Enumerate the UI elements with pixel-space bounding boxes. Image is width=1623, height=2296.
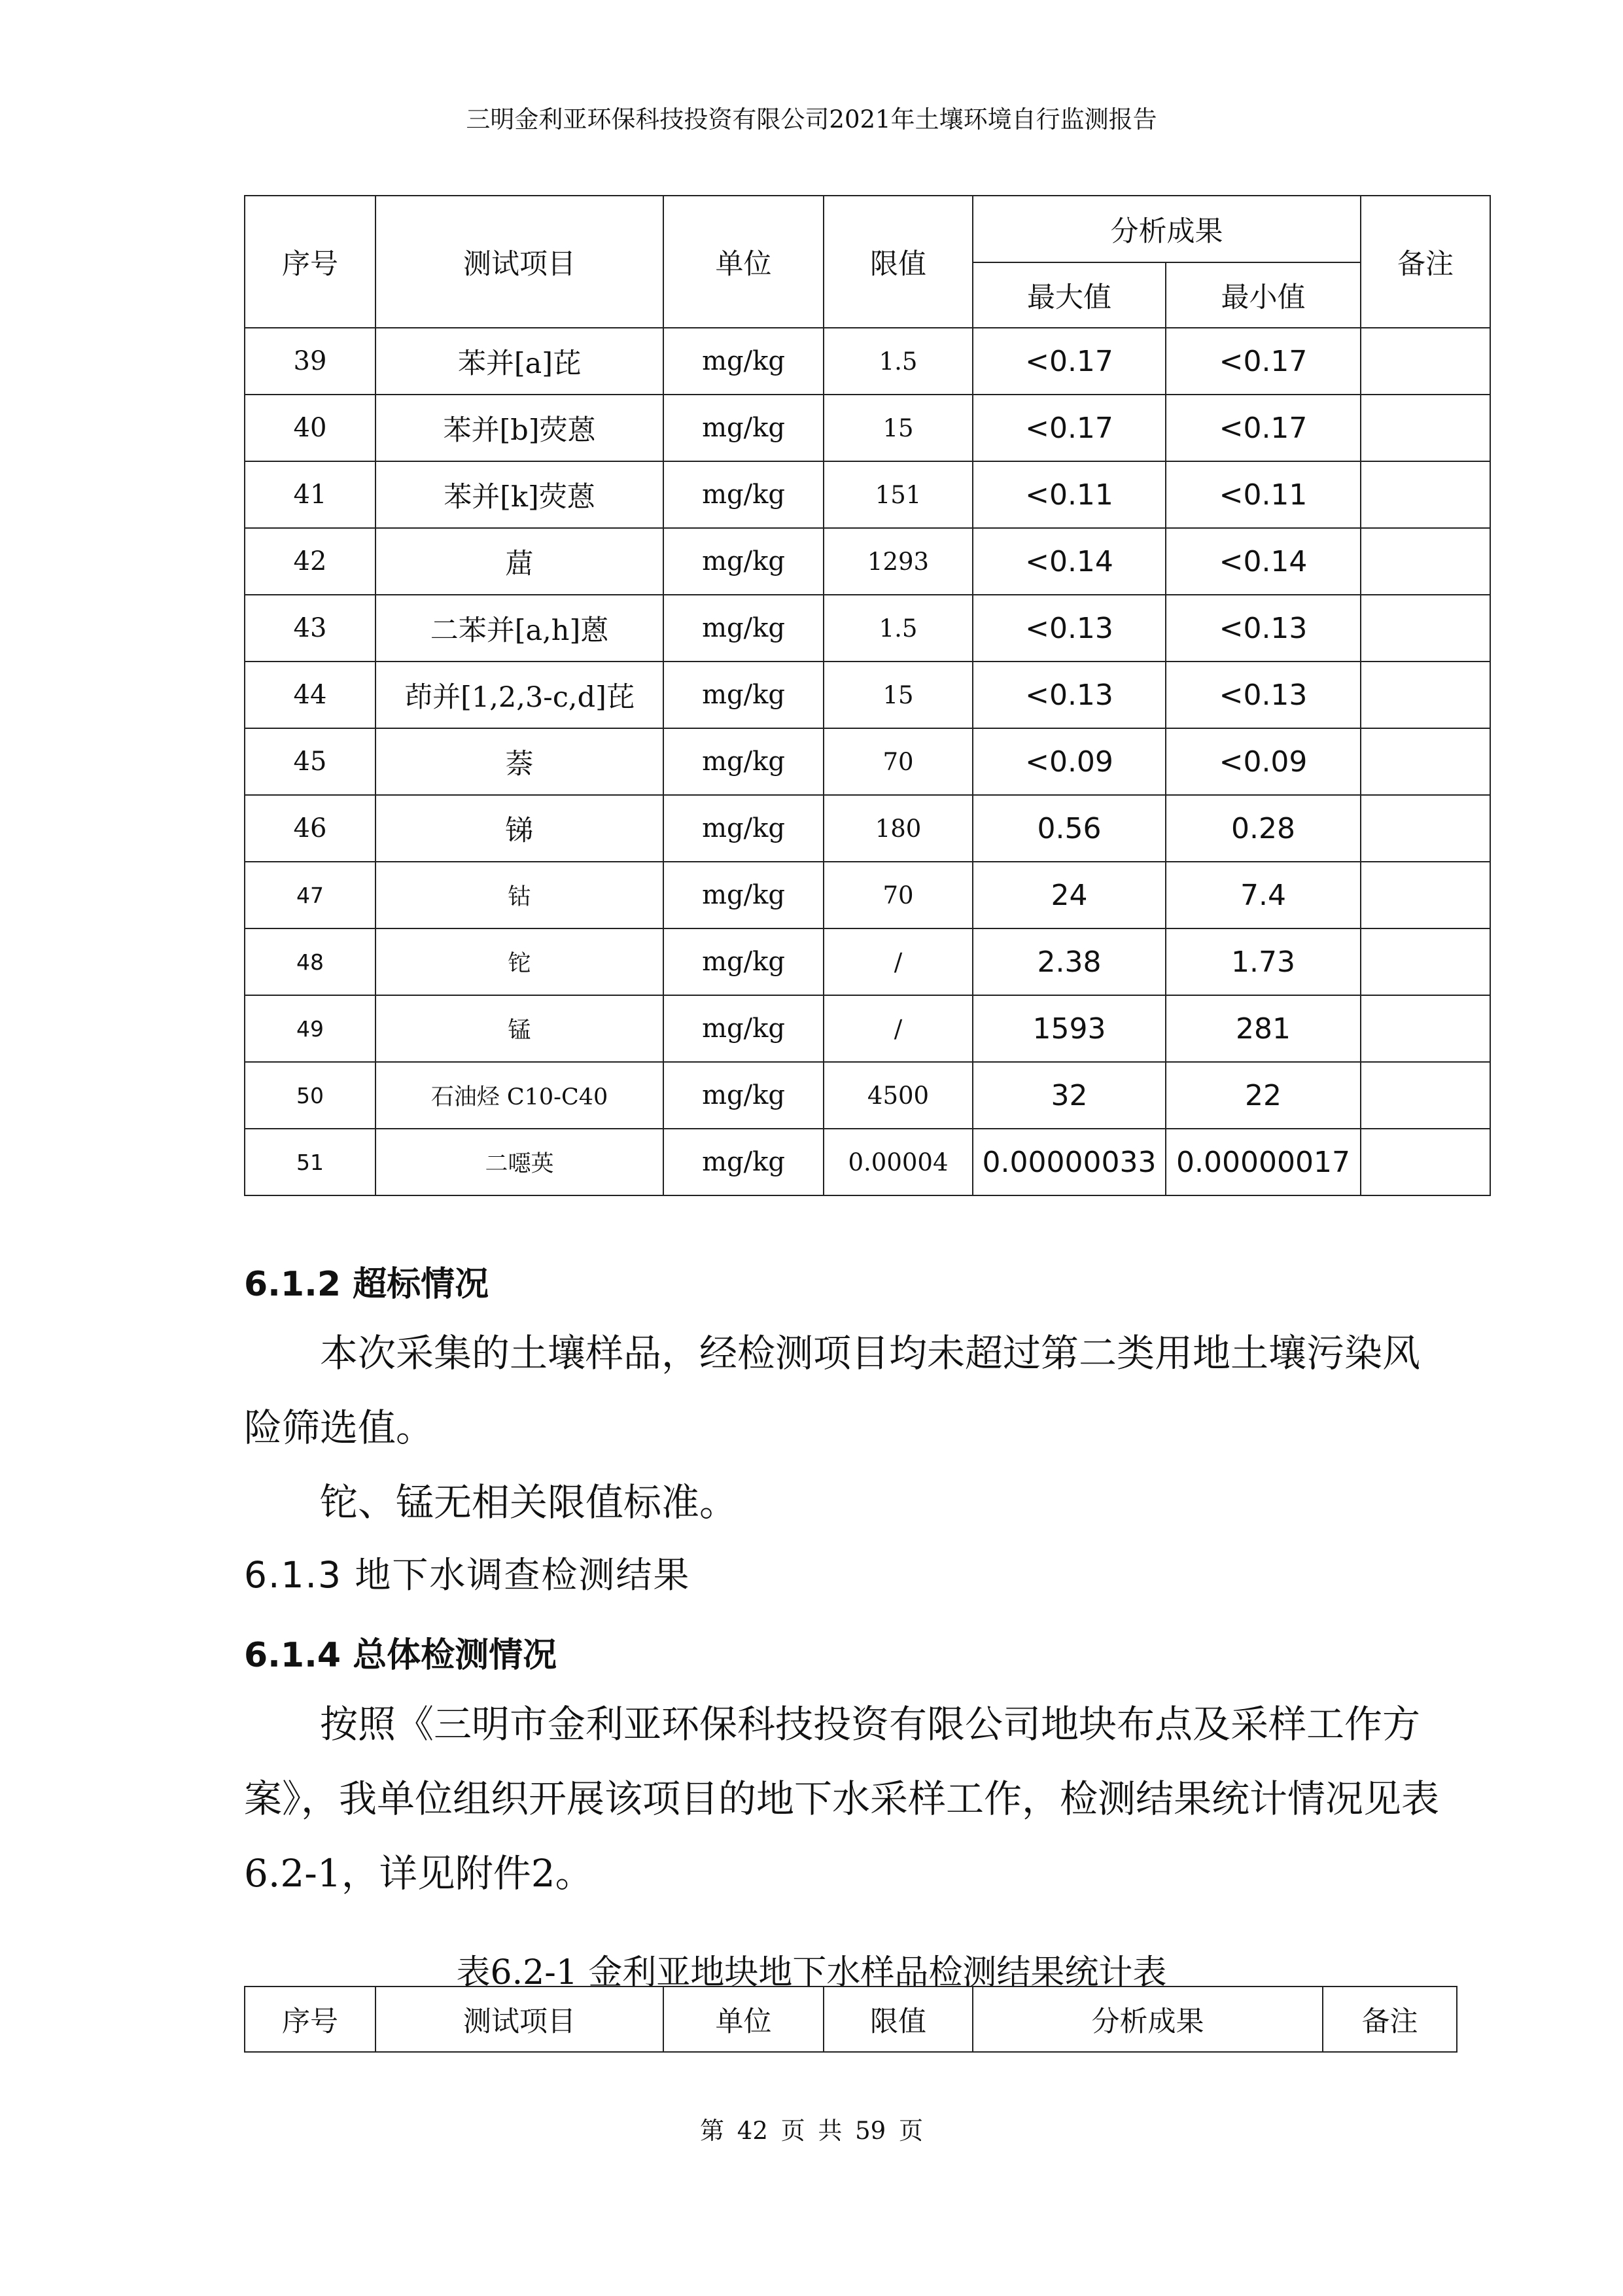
paragraph-no-limit: 铊、锰无相关限值标准。 <box>320 1480 738 1525</box>
cell-seq: 40 <box>245 395 375 461</box>
table-row <box>245 795 1490 862</box>
cell-max: 2.38 <box>973 928 1166 995</box>
cell-limit: 15 <box>824 395 973 461</box>
cell-max: <0.17 <box>973 328 1166 395</box>
cell-seq: 42 <box>245 528 375 595</box>
cell-seq: 49 <box>245 995 375 1062</box>
cell-unit: mg/kg <box>663 1062 824 1129</box>
cell-item: 苯并[b]荧蒽 <box>375 395 663 461</box>
t2-header-unit: 单位 <box>663 1987 824 2052</box>
cell-item: 二噁英 <box>375 1129 663 1195</box>
cell-min: <0.13 <box>1166 662 1361 728</box>
cell-limit: 70 <box>824 862 973 928</box>
cell-min: <0.14 <box>1166 528 1361 595</box>
cell-unit: mg/kg <box>663 662 824 728</box>
cell-limit: 1.5 <box>824 595 973 662</box>
t2-header-note: 备注 <box>1323 1987 1457 2052</box>
cell-limit: / <box>824 995 973 1062</box>
cell-unit: mg/kg <box>663 395 824 461</box>
cell-limit: 4500 <box>824 1062 973 1129</box>
cell-limit: 0.00004 <box>824 1129 973 1195</box>
cell-max: 32 <box>973 1062 1166 1129</box>
cell-max: 0.56 <box>973 795 1166 862</box>
cell-max: <0.14 <box>973 528 1166 595</box>
cell-max: <0.09 <box>973 728 1166 795</box>
cell-unit: mg/kg <box>663 995 824 1062</box>
table-row <box>245 461 1490 528</box>
cell-max: 24 <box>973 862 1166 928</box>
cell-item: 铊 <box>375 928 663 995</box>
cell-limit: 151 <box>824 461 973 528</box>
cell-unit: mg/kg <box>663 595 824 662</box>
t2-header-limit: 限值 <box>824 1987 973 2052</box>
cell-min: 0.28 <box>1166 795 1361 862</box>
cell-item: 苯并[k]荧蒽 <box>375 461 663 528</box>
cell-item: 石油烃 C10-C40 <box>375 1062 663 1129</box>
cell-seq: 50 <box>245 1062 375 1129</box>
cell-note <box>1361 728 1490 795</box>
section-heading-6-1-2: 6.1.2 超标情况 <box>244 1265 489 1304</box>
cell-seq: 51 <box>245 1129 375 1195</box>
t2-header-item: 测试项目 <box>375 1987 663 2052</box>
paragraph-overall: 按照《三明市金利亚环保科技投资有限公司地块布点及采样工作方案》，我单位组织开展该项目的地下水采样工作，检测结果统计情况见表6.2-1，详见附件2。 <box>244 1702 1440 1896</box>
cell-seq: 48 <box>245 928 375 995</box>
cell-limit: 15 <box>824 662 973 728</box>
cell-max: 1593 <box>973 995 1166 1062</box>
cell-limit: 1.5 <box>824 328 973 395</box>
cell-note <box>1361 595 1490 662</box>
cell-note <box>1361 795 1490 862</box>
cell-note <box>1361 928 1490 995</box>
table-row <box>245 928 1490 995</box>
cell-unit: mg/kg <box>663 328 824 395</box>
cell-unit: mg/kg <box>663 728 824 795</box>
cell-seq: 47 <box>245 862 375 928</box>
cell-max: <0.13 <box>973 662 1166 728</box>
table-row <box>245 595 1490 662</box>
cell-item: 锰 <box>375 995 663 1062</box>
cell-unit: mg/kg <box>663 1129 824 1195</box>
cell-unit: mg/kg <box>663 928 824 995</box>
cell-note <box>1361 662 1490 728</box>
cell-item: 䓛 <box>375 528 663 595</box>
cell-item: 钴 <box>375 862 663 928</box>
cell-min: 0.00000017 <box>1166 1129 1361 1195</box>
cell-item: 锑 <box>375 795 663 862</box>
cell-item: 苯并[a]芘 <box>375 328 663 395</box>
header-unit: 单位 <box>663 196 824 328</box>
page-header: 三明金利亚环保科技投资有限公司2021年土壤环境自行监测报告 <box>466 105 1157 133</box>
groundwater-results-table <box>244 1986 1457 2053</box>
cell-min: 281 <box>1166 995 1361 1062</box>
page-footer: 第 42 页 共 59 页 <box>700 2117 923 2145</box>
header-note: 备注 <box>1361 196 1490 328</box>
cell-seq: 41 <box>245 461 375 528</box>
cell-limit: 180 <box>824 795 973 862</box>
cell-limit: 1293 <box>824 528 973 595</box>
header-seq: 序号 <box>245 196 375 328</box>
cell-unit: mg/kg <box>663 528 824 595</box>
header-result-group: 分析成果 <box>973 196 1361 262</box>
header-max: 最大值 <box>973 262 1166 328</box>
cell-note <box>1361 461 1490 528</box>
header-item: 测试项目 <box>375 196 663 328</box>
t2-header-seq: 序号 <box>245 1987 375 2052</box>
cell-seq: 44 <box>245 662 375 728</box>
cell-min: 1.73 <box>1166 928 1361 995</box>
cell-min: 7.4 <box>1166 862 1361 928</box>
cell-item: 茚并[1,2,3-c,d]芘 <box>375 662 663 728</box>
cell-seq: 45 <box>245 728 375 795</box>
cell-max: <0.11 <box>973 461 1166 528</box>
header-limit: 限值 <box>824 196 973 328</box>
cell-min: <0.11 <box>1166 461 1361 528</box>
cell-unit: mg/kg <box>663 795 824 862</box>
cell-note <box>1361 528 1490 595</box>
cell-limit: / <box>824 928 973 995</box>
cell-seq: 39 <box>245 328 375 395</box>
t2-header-result: 分析成果 <box>973 1987 1323 2052</box>
table-row <box>245 328 1490 395</box>
cell-max: <0.13 <box>973 595 1166 662</box>
table-row <box>245 728 1490 795</box>
cell-item: 萘 <box>375 728 663 795</box>
section-heading-6-1-3: 6.1.3 地下水调查检测结果 <box>244 1554 691 1596</box>
cell-note <box>1361 328 1490 395</box>
table-row <box>245 862 1490 928</box>
cell-limit: 70 <box>824 728 973 795</box>
cell-unit: mg/kg <box>663 862 824 928</box>
header-min: 最小值 <box>1166 262 1361 328</box>
table-row <box>245 528 1490 595</box>
cell-max: <0.17 <box>973 395 1166 461</box>
cell-min: <0.17 <box>1166 328 1361 395</box>
cell-note <box>1361 395 1490 461</box>
section-heading-6-1-4: 6.1.4 总体检测情况 <box>244 1636 557 1675</box>
cell-max: 0.00000033 <box>973 1129 1166 1195</box>
cell-min: <0.17 <box>1166 395 1361 461</box>
cell-item: 二苯并[a,h]蒽 <box>375 595 663 662</box>
cell-seq: 43 <box>245 595 375 662</box>
cell-min: 22 <box>1166 1062 1361 1129</box>
table-row <box>245 1062 1490 1129</box>
table-caption: 表6.2-1 金利亚地块地下水样品检测结果统计表 <box>456 1953 1167 1992</box>
cell-note <box>1361 995 1490 1062</box>
cell-min: <0.09 <box>1166 728 1361 795</box>
cell-seq: 46 <box>245 795 375 862</box>
cell-min: <0.13 <box>1166 595 1361 662</box>
soil-results-table <box>244 195 1491 1196</box>
cell-unit: mg/kg <box>663 461 824 528</box>
table-row <box>245 995 1490 1062</box>
cell-note <box>1361 862 1490 928</box>
table-row <box>245 1129 1490 1195</box>
cell-note <box>1361 1129 1490 1195</box>
cell-note <box>1361 1062 1490 1129</box>
table-row <box>245 395 1490 461</box>
paragraph-exceedance: 本次采集的土壤样品，经检测项目均未超过第二类用地土壤污染风险筛选值。 <box>244 1331 1421 1450</box>
table-row <box>245 662 1490 728</box>
